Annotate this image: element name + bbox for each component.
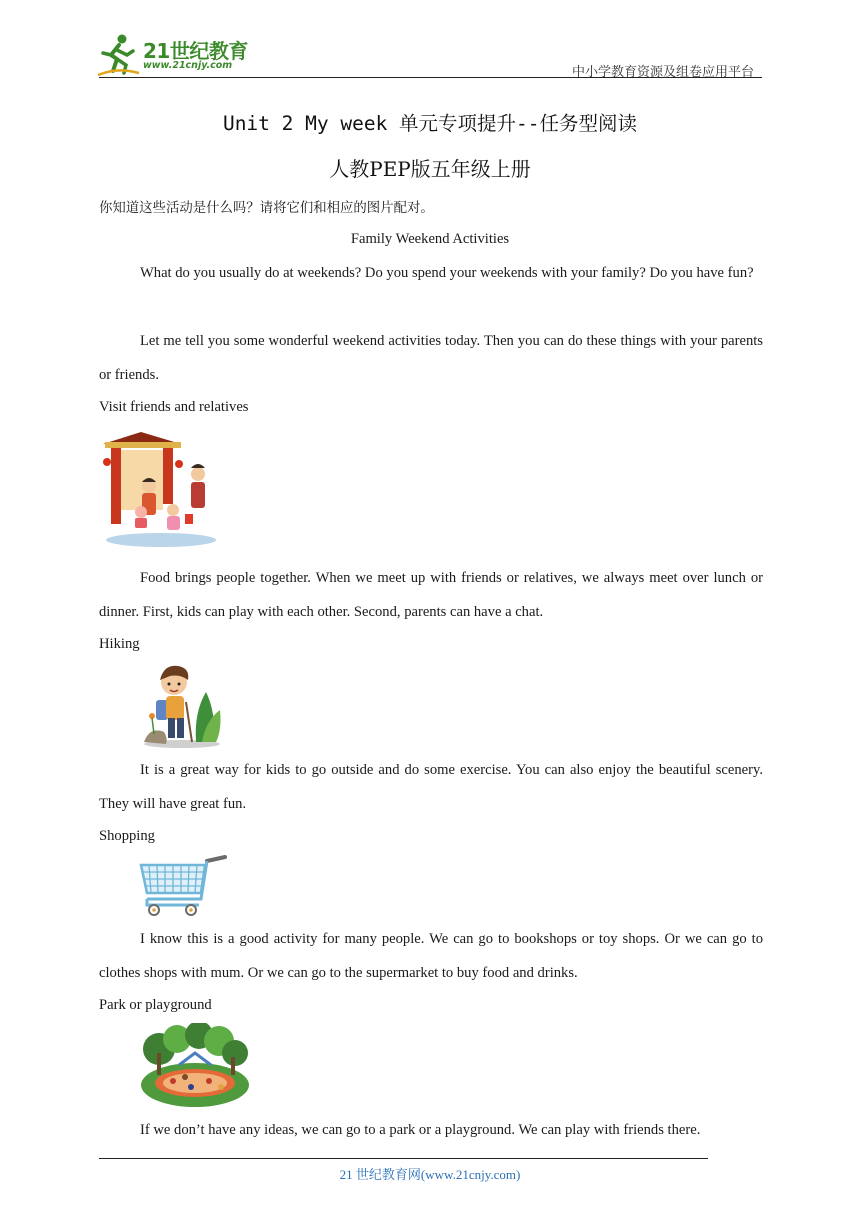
logo-url: www.21cnjy.com xyxy=(143,60,233,71)
park-playground-illustration-icon xyxy=(139,1023,251,1109)
section-text-shopping: I know this is a good activity for many people. We can go to bookshops or toy shops. Or we can go to clothes shops with mum. Or we can go to the supermarket to buy food and drinks. xyxy=(99,931,763,981)
footer-text: 21 世纪教育网(www.21cnjy.com) xyxy=(339,1167,521,1182)
intro-paragraph: Let me tell you some wonderful weekend activities today. Then you can do these things with your parents or friends. xyxy=(99,333,763,383)
page-subtitle: 人教PEP版五年级上册 xyxy=(329,157,531,181)
page-title: Unit 2 My week 单元专项提升--任务型阅读 xyxy=(222,112,638,135)
section-heading-hiking: Hiking xyxy=(99,636,140,652)
section-heading-visit: Visit friends and relatives xyxy=(99,399,249,415)
section-heading-shopping: Shopping xyxy=(99,828,155,844)
footer-divider xyxy=(99,1158,708,1159)
runner-icon xyxy=(95,33,141,77)
section-text-park: If we don’t have any ideas, we can go to a park or a playground. We can play with friends there. xyxy=(140,1122,701,1138)
site-logo xyxy=(95,33,265,77)
logo-text: 21世纪教育 xyxy=(143,39,248,63)
family-visit-illustration-icon xyxy=(101,430,225,550)
header-divider xyxy=(99,77,762,78)
section-text-hiking: It is a great way for kids to go outside and do some exercise. You can also enjoy the beautiful scenery. They will have great fun. xyxy=(99,762,763,812)
instruction-text: 你知道这些活动是什么吗？请将它们和相应的图片配对。 xyxy=(99,201,434,216)
passage-title: Family Weekend Activities xyxy=(350,231,510,247)
section-text-visit: Food brings people together. When we meet up with friends or relatives, we always meet over lunch or dinner. First, kids can play with each other. Second, parents can have a chat. xyxy=(99,570,763,620)
intro-paragraph: What do you usually do at weekends? Do you spend your weekends with your family? Do you have fun? xyxy=(140,265,754,281)
hiking-boy-illustration-icon xyxy=(140,662,224,750)
section-heading-park: Park or playground xyxy=(99,997,212,1013)
shopping-cart-illustration-icon xyxy=(139,853,229,917)
header-tagline: 中小学教育资源及组卷应用平台 xyxy=(571,64,754,79)
